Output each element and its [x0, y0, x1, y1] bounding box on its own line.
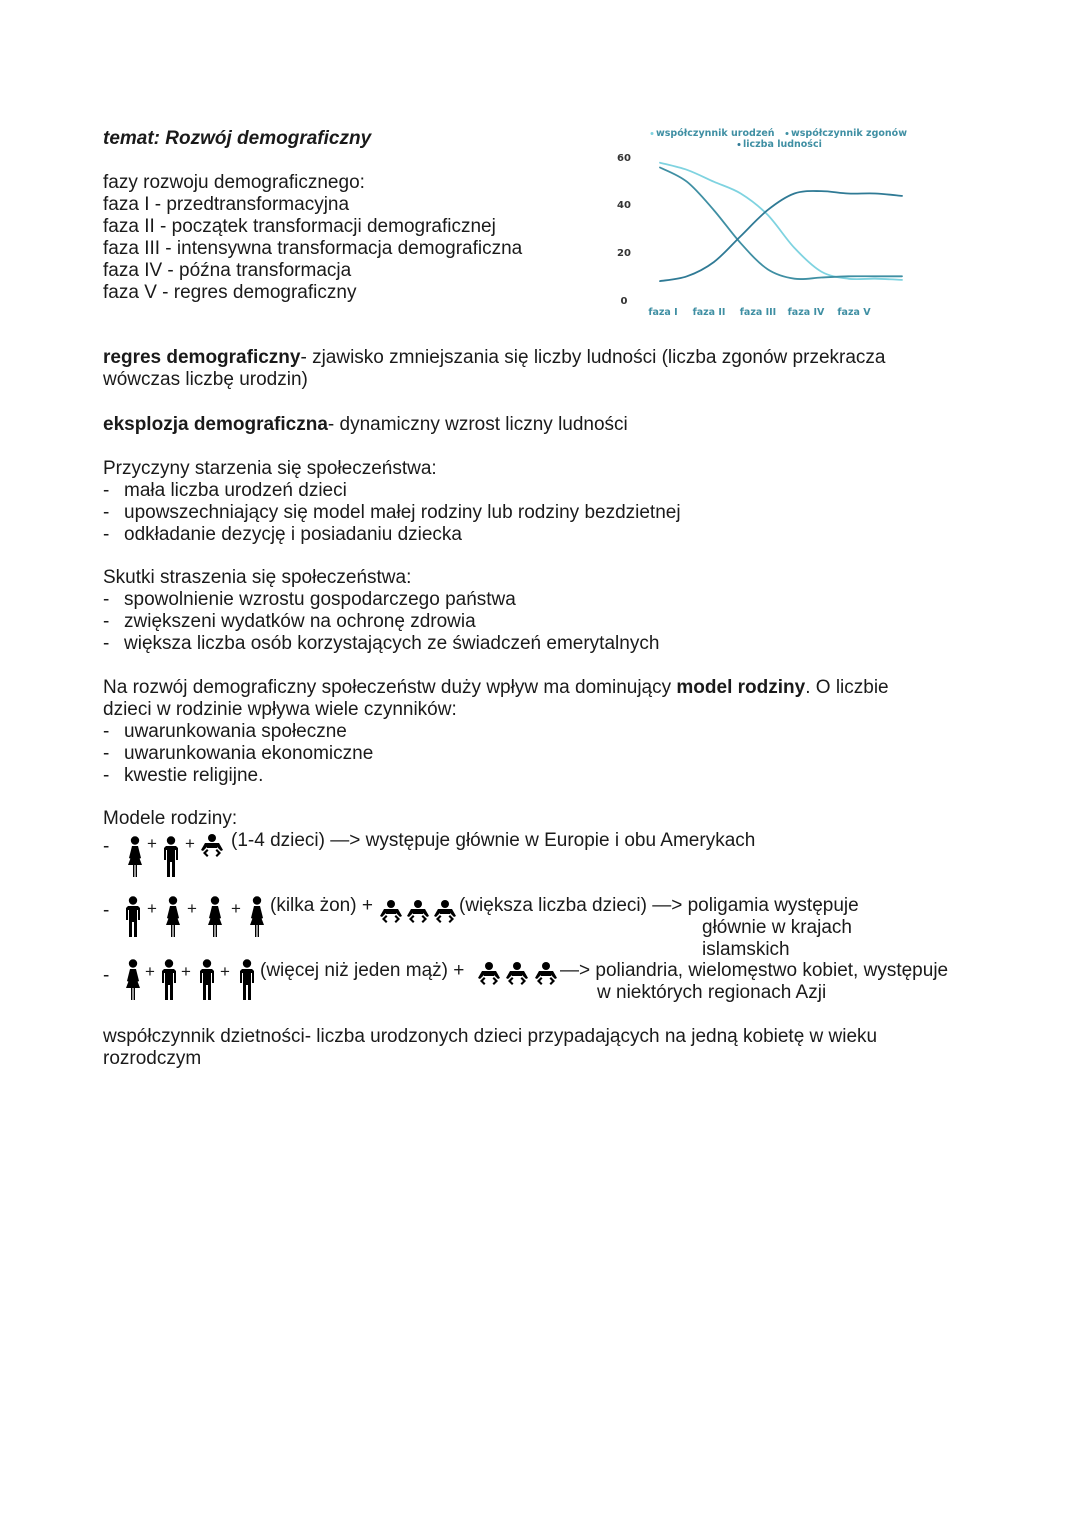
x-tick-label: faza IV — [787, 307, 825, 318]
regres-term: regres demograficzny — [103, 347, 301, 368]
chart-legend — [651, 128, 908, 150]
list-item: - uwarunkowania społeczne — [103, 721, 1003, 743]
plus-sign: + — [220, 962, 230, 981]
list-item: - upowszechniający się model małej rodziny lub rodziny bezdzietnej — [103, 502, 1003, 524]
woman-icon — [247, 896, 267, 938]
man-icon — [197, 959, 217, 1001]
phase-item: faza IV - późna transformacja — [103, 260, 352, 281]
model-desc: —> poliandria, wielomęstwo kobiet, występuje — [560, 960, 949, 981]
phase-item: faza V - regres demograficzny — [103, 282, 357, 303]
chart-series — [660, 163, 902, 281]
przyczyny-heading: Przyczyny starzenia się społeczeństwa: — [103, 458, 437, 479]
legend-births: współczynnik urodzeń — [656, 128, 775, 139]
plus-sign: + — [181, 962, 191, 981]
x-tick-label: faza II — [692, 307, 726, 318]
y-tick-label: 0 — [620, 296, 628, 307]
family-model-polyandry — [103, 959, 1003, 1011]
y-tick-label: 20 — [617, 248, 631, 259]
model-section — [103, 677, 1003, 787]
dzietnosc-definition — [103, 1026, 1003, 1070]
series-line-deaths — [660, 168, 902, 280]
list-item: - uwarunkowania ekonomiczne — [103, 743, 1003, 765]
eksplozja-term: eksplozja demograficzna — [103, 414, 328, 435]
model-desc-cont: islamskich — [702, 939, 790, 960]
child-icon — [407, 900, 429, 924]
man-icon — [123, 896, 143, 938]
plus-sign: + — [145, 962, 155, 981]
phase-item: faza II - początek transformacji demograficznej — [103, 216, 496, 237]
model-desc-cont: głównie w krajach — [702, 917, 852, 938]
series-line-births — [660, 163, 902, 280]
dash: - — [103, 965, 110, 986]
chart-x-ticks — [648, 307, 871, 318]
model-desc-cont: w niektórych regionach Azji — [597, 982, 827, 1003]
list-item: - spowolnienie wzrostu gospodarczego państwa — [103, 589, 1003, 611]
child-icon — [478, 962, 500, 986]
list-item: - większa liczba osób korzystających ze świadczeń emerytalnych — [103, 633, 1003, 655]
woman-icon — [123, 959, 143, 1001]
skutki-section — [103, 567, 1003, 655]
child-icon — [434, 900, 456, 924]
y-tick-label: 40 — [617, 200, 631, 211]
man-icon — [237, 959, 257, 1001]
legend-population: liczba ludności — [743, 139, 822, 150]
plus-sign: + — [147, 834, 157, 853]
model-text: Na rozwój demograficzny społeczeństw duży wpływ ma dominujący — [103, 677, 672, 698]
legend-deaths: współczynnik zgonów — [791, 128, 907, 139]
legend-dot-births — [651, 132, 654, 135]
eksplozja-definition — [103, 414, 1003, 436]
legend-dot-deaths — [786, 132, 789, 135]
model-wives-text: (kilka żon) + — [270, 895, 373, 916]
phases-heading: fazy rozwoju demograficznego: — [103, 172, 365, 193]
model-husbands-text: (więcej niż jeden mąż) + — [260, 960, 465, 981]
x-tick-label: faza V — [837, 307, 871, 318]
model-children-text: (większa liczba dzieci) —> poligamia występuje — [459, 895, 859, 916]
x-tick-label: faza I — [648, 307, 678, 318]
child-icon — [506, 962, 528, 986]
family-model-monogamy — [103, 830, 1003, 882]
plus-sign: + — [231, 899, 241, 918]
phase-item: faza III - intensywna transformacja demograficzna — [103, 238, 523, 259]
model-desc: (1-4 dzieci) —> występuje głównie w Europie i obu Amerykach — [231, 830, 756, 851]
chart-y-ticks — [617, 153, 631, 307]
skutki-heading: Skutki straszenia się społeczeństwa: — [103, 567, 412, 588]
list-item: - zwiększeni wydatków na ochronę zdrowia — [103, 611, 1003, 633]
man-icon — [161, 836, 181, 878]
plus-sign: + — [147, 899, 157, 918]
plus-sign: + — [185, 834, 195, 853]
dzietnosc-text-cont: rozrodczym — [103, 1048, 202, 1069]
regres-text: - zjawisko zmniejszania się liczby ludności (liczba zgonów przekracza — [300, 347, 886, 368]
dash: - — [103, 836, 110, 857]
child-icon — [380, 900, 402, 924]
przyczyny-section — [103, 458, 1003, 546]
child-icon — [535, 962, 557, 986]
woman-icon — [205, 896, 225, 938]
page-title: temat: Rozwój demograficzny — [103, 128, 372, 149]
woman-icon — [163, 896, 183, 938]
woman-icon — [125, 836, 145, 878]
series-line-population — [660, 191, 902, 281]
phase-item: faza I - przedtransformacyjna — [103, 194, 350, 215]
child-icon — [201, 834, 223, 858]
list-item: - kwestie religijne. — [103, 765, 1003, 787]
model-text-end: . O liczbie — [805, 677, 889, 698]
regres-definition — [103, 347, 1003, 391]
demographic-transition-chart — [605, 125, 925, 325]
modele-heading: Modele rodziny: — [103, 808, 238, 829]
family-model-polygamy — [103, 894, 1003, 960]
y-tick-label: 60 — [617, 153, 631, 164]
man-icon — [159, 959, 179, 1001]
dzietnosc-text: współczynnik dzietności- liczba urodzonych dzieci przypadających na jedną kobietę w wieku — [103, 1026, 878, 1047]
dash: - — [103, 900, 110, 921]
legend-dot-population — [738, 143, 741, 146]
list-item: - odkładanie dezycję i posiadaniu dziecka — [103, 524, 1003, 546]
list-item: - mała liczba urodzeń dzieci — [103, 480, 1003, 502]
eksplozja-text: - dynamiczny wzrost liczny ludności — [327, 414, 628, 435]
chart-canvas — [605, 125, 925, 325]
regres-text-cont: wówczas liczbę urodzin) — [103, 369, 308, 390]
model-term: model rodziny — [676, 677, 806, 698]
model-text-cont: dzieci w rodzinie wpływa wiele czynników: — [103, 699, 457, 720]
phases-list — [103, 172, 603, 304]
plus-sign: + — [187, 899, 197, 918]
x-tick-label: faza III — [739, 307, 777, 318]
